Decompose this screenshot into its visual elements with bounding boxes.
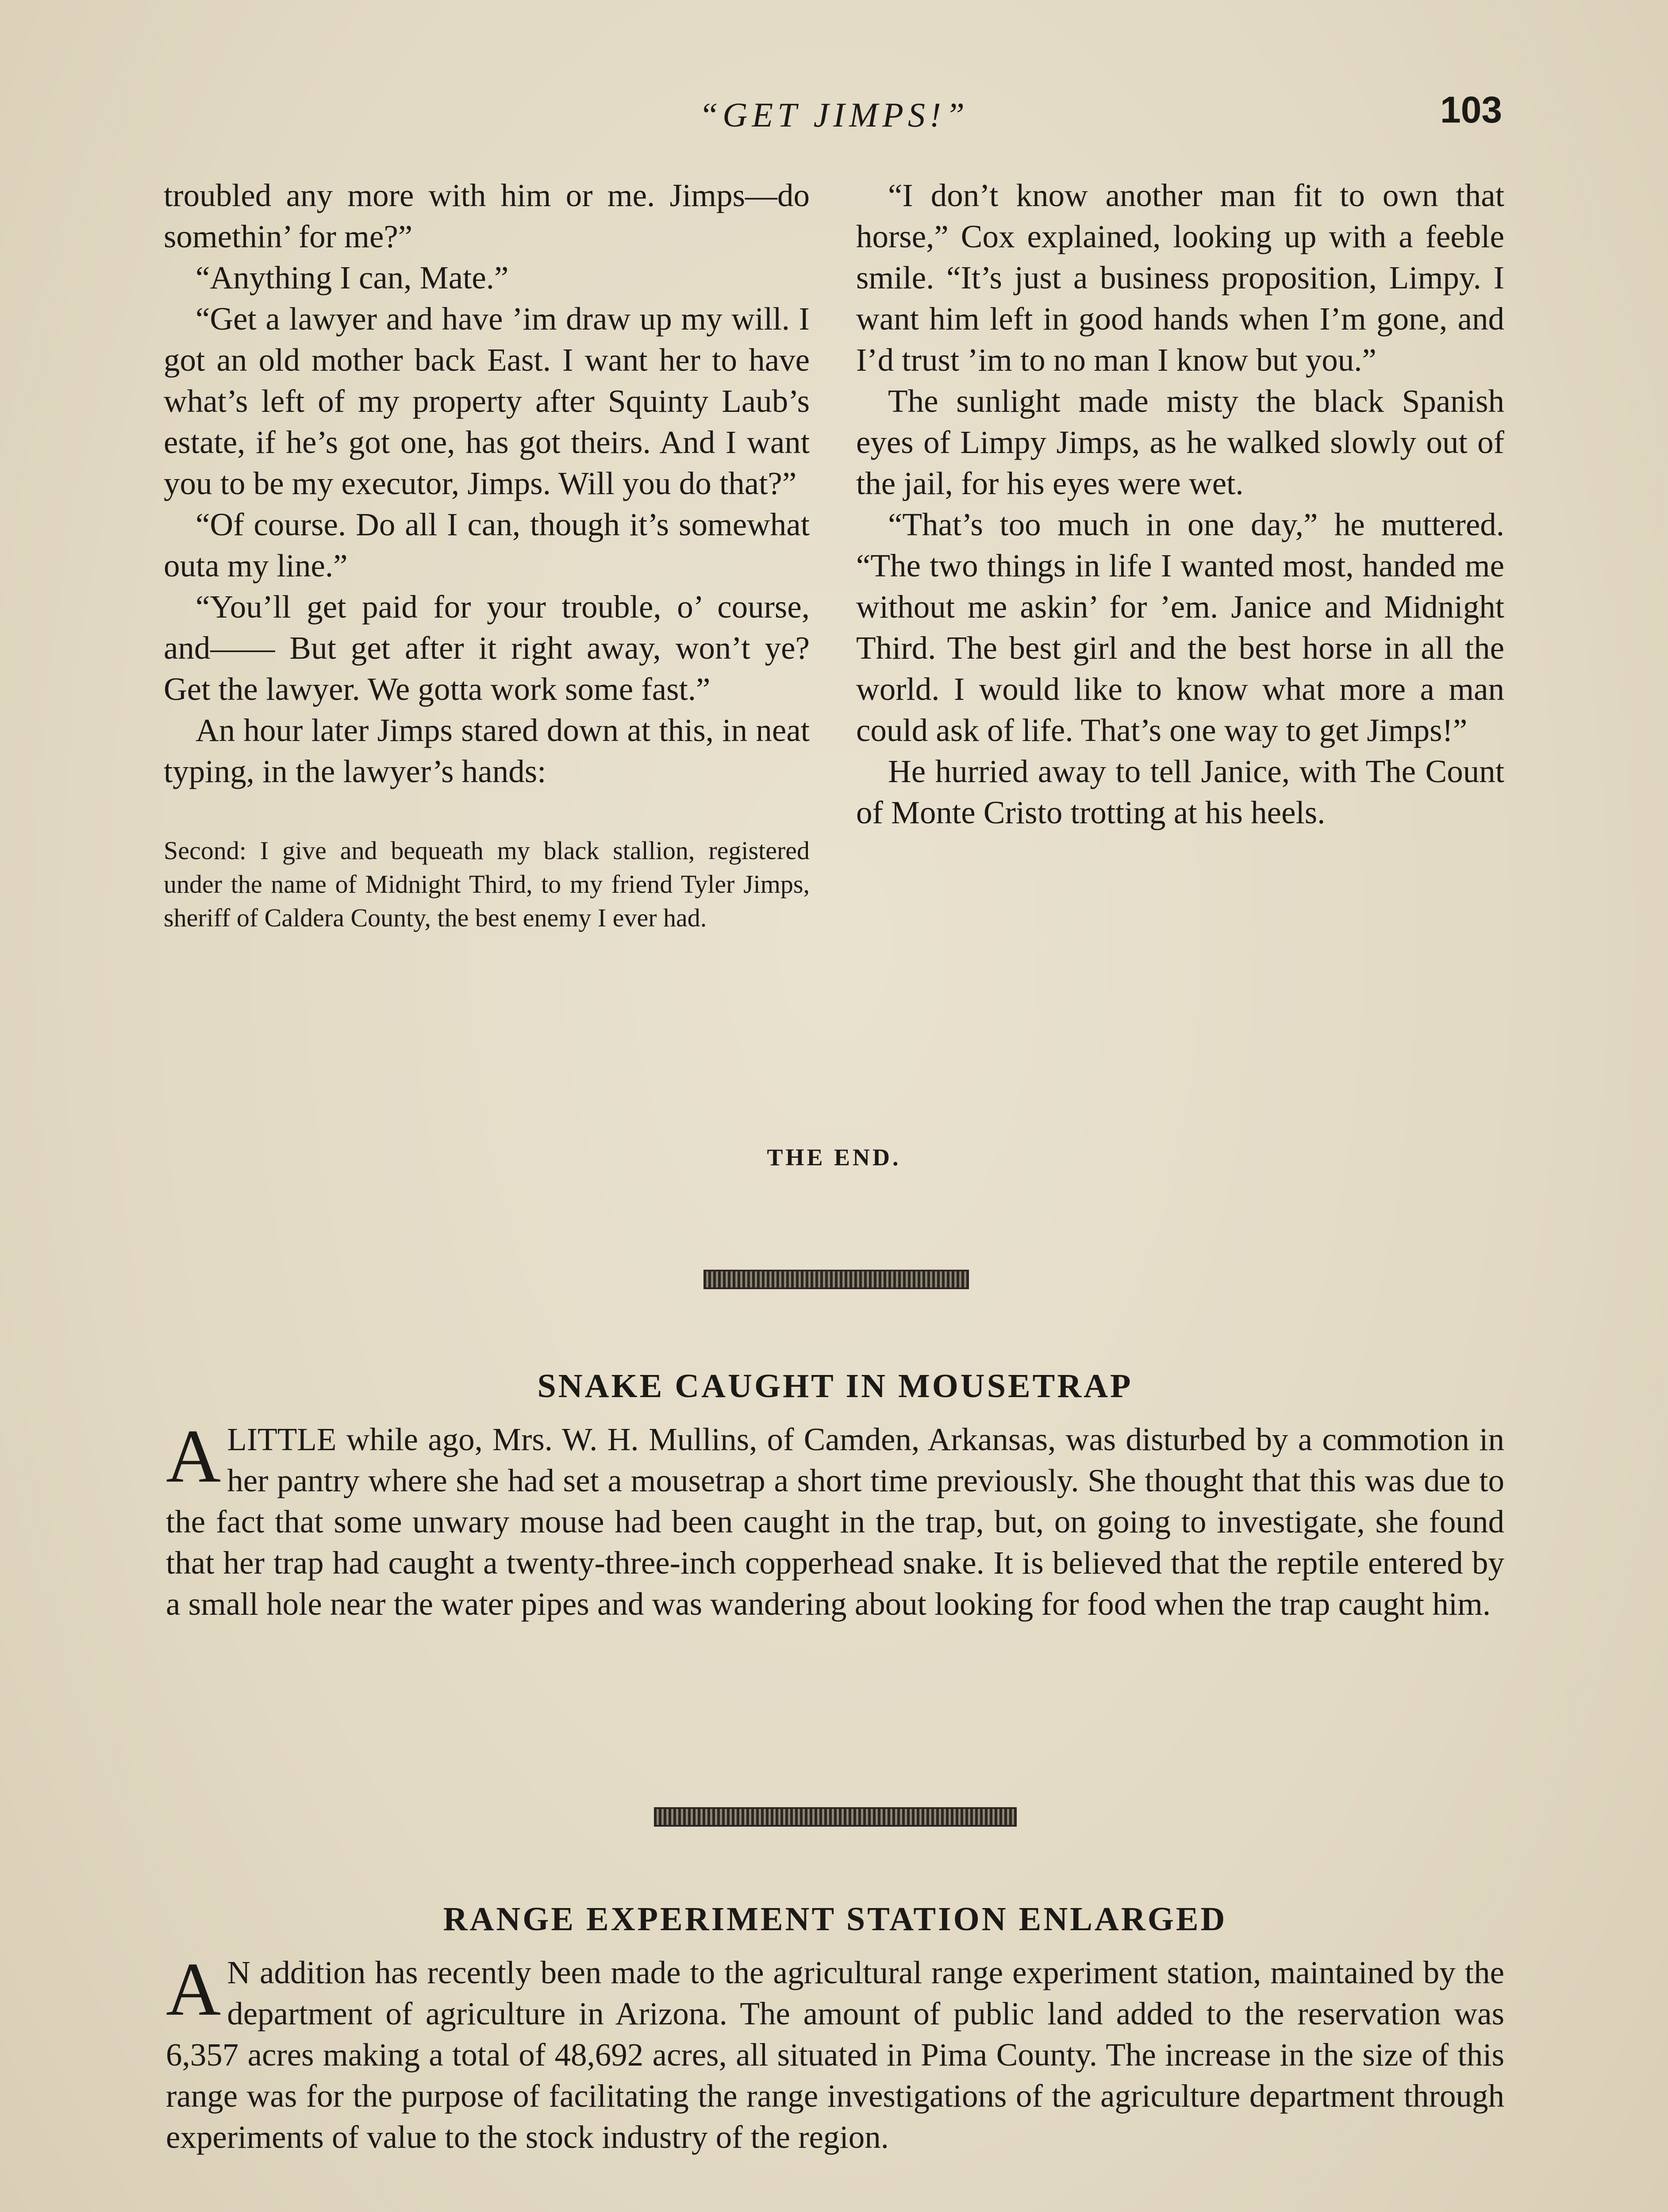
article-body [166,1947,1504,2158]
story-paragraph: “I don’t know another man fit to own that horse,” Cox explained, looking up with a feeble smile. “It’s just a business proposition, Limpy. I want him left in good hands when I’m gone, and I’d trust ’im to no man I know but you.” [856,177,1504,378]
article-range-station [166,1900,1504,2158]
article-text: LITTLE while ago, Mrs. W. H. Mullins, of Camden, Arkansas, was disturbed by a commotion in her pantry where she had set a mousetrap a short time previously. She thought that this was due to the fact that some unwary mouse had been caught in the trap, but, on going to investigate, she found that her trap had caught a twenty-three-inch copperhead snake. It is believed that the reptile entered by a small hole near the water pipes and was wandering about looking for food when the trap caught him. [166,1421,1504,1622]
story-paragraph: The sunlight made misty the black Spanish eyes of Limpy Jimps, as he walked slowly out of the jail, for his eyes were wet. [856,383,1504,501]
story-paragraph: “Get a lawyer and have ’im draw up my will. I got an old mother back East. I want her to have what’s left of my property after Squinty Laub’s estate, if he’s got one, has got theirs. And I want you to be my executor, Jimps. Will you do that?” [164,301,810,501]
article-body [166,1414,1504,1624]
article-text: N addition has recently been made to the agricultural range experiment station, maintained by the department of agriculture in Arizona. The amount of public land added to the reservation was 6,357 acres making a total of 48,692 acres, all situated in Pima County. The increase in the size of this range was for the purpose of facilitating the range investigations of the agriculture department through experiments of value to the stock industry of the region. [166,1955,1504,2155]
section-divider [703,1270,969,1289]
story-paragraph: “You’ll get paid for your trouble, o’ course, and—— But get after it right away, won’t ye? Get the lawyer. We gotta work some fast.” [164,589,810,707]
drop-cap: A [166,1414,221,1498]
drop-cap: A [166,1947,221,2032]
article-title: RANGE EXPERIMENT STATION ENLARGED [443,1901,1227,1938]
story-left-column [164,175,810,935]
story-paragraph: troubled any more with him or me. Jimps—do somethin’ for me?” [164,177,810,254]
section-divider [654,1807,1017,1827]
end-mark: THE END. [767,1144,901,1171]
story-right-column [856,175,1504,833]
will-quote: Second: I give and bequeath my black stallion, registered under the name of Midnight Third, to my friend Tyler Jimps, sheriff of Caldera County, the best enemy I ever had. [164,836,810,932]
story-paragraph: He hurried away to tell Janice, with The Count of Monte Cristo trotting at his heels. [856,753,1504,830]
article-title: SNAKE CAUGHT IN MOUSETRAP [537,1367,1133,1405]
story-paragraph: “Anything I can, Mate.” [196,260,509,296]
article-snake [166,1367,1504,1624]
page-number: 103 [1440,89,1503,131]
story-paragraph: “That’s too much in one day,” he muttered. “The two things in life I wanted most, handed me without me askin’ for ’em. Janice and Midnight Third. The best girl and the best horse in all the world. I would like to know what more a man could ask of life. That’s one way to get Jimps!” [856,507,1504,748]
running-title: “GET JIMPS!” [699,96,969,134]
story-paragraph: An hour later Jimps stared down at this, in neat typing, in the lawyer’s hands: [164,712,810,789]
story-paragraph: “Of course. Do all I can, though it’s somewhat outa my line.” [164,507,810,584]
